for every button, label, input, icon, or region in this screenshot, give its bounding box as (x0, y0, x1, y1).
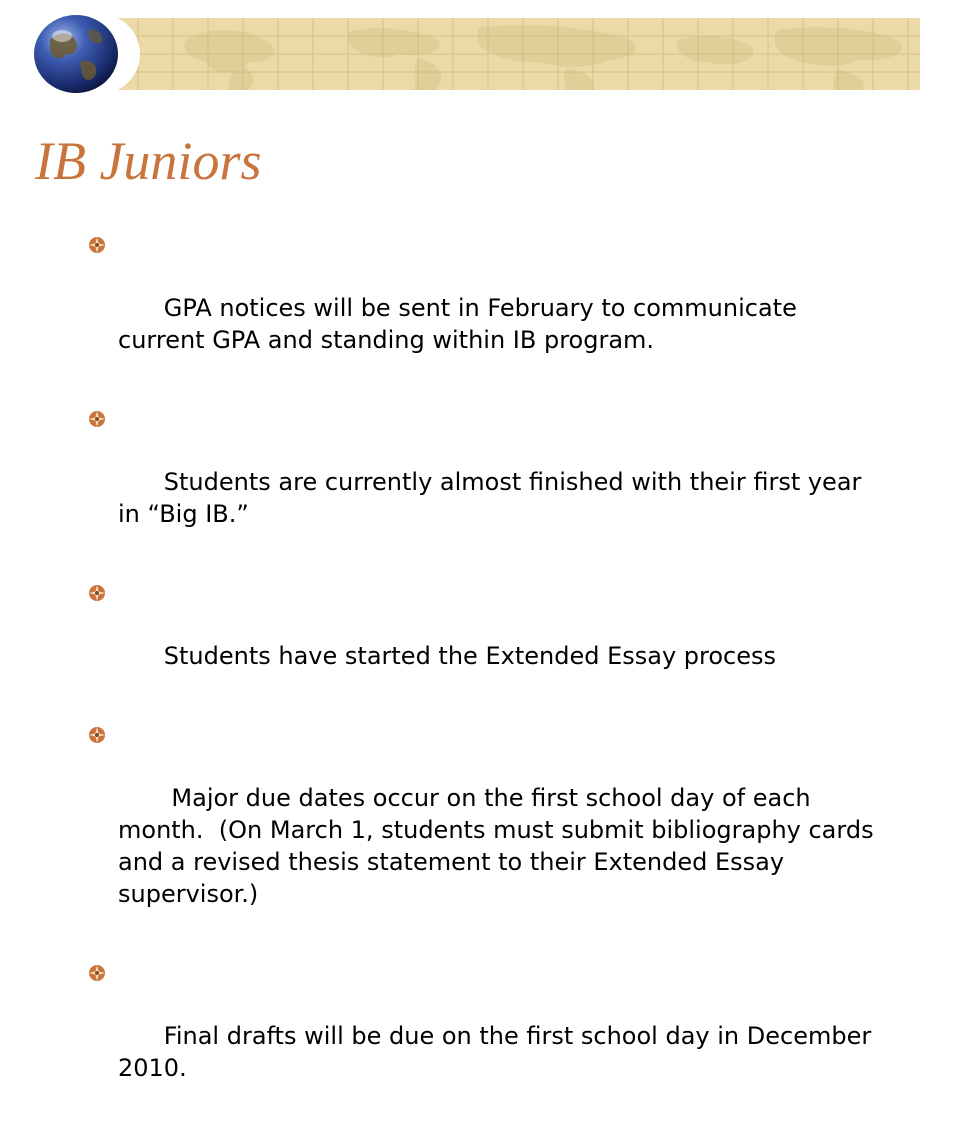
bullet-item (88, 576, 878, 704)
slide-title: IB Juniors (35, 131, 262, 191)
bullet-list (88, 228, 882, 1130)
compass-bullet-icon (88, 410, 106, 428)
bullet-item (88, 402, 878, 562)
bullet-item (88, 956, 878, 1116)
world-map-icon (118, 18, 920, 90)
bullet-text: Major due dates occur on the first school day of each month. (On March 1, students must submit bibliography cards and a revised thesis statement to their Extended Essay supervisor.) (118, 784, 882, 908)
compass-bullet-icon (88, 726, 106, 744)
bullet-text: Final drafts will be due on the first school day in December 2010. (118, 1022, 879, 1082)
compass-bullet-icon (88, 964, 106, 982)
bullet-text: Students are currently almost finished with their first year in “Big IB.” (118, 468, 870, 528)
world-map-banner (118, 18, 920, 90)
bullet-text: Students have started the Extended Essay process (163, 642, 777, 670)
bullet-item (88, 228, 878, 388)
bullet-item (88, 718, 882, 942)
bullet-text: GPA notices will be sent in February to communicate current GPA and standing within IB program. (118, 294, 805, 354)
compass-bullet-icon (88, 584, 106, 602)
compass-bullet-icon (88, 236, 106, 254)
globe-icon (30, 10, 122, 94)
